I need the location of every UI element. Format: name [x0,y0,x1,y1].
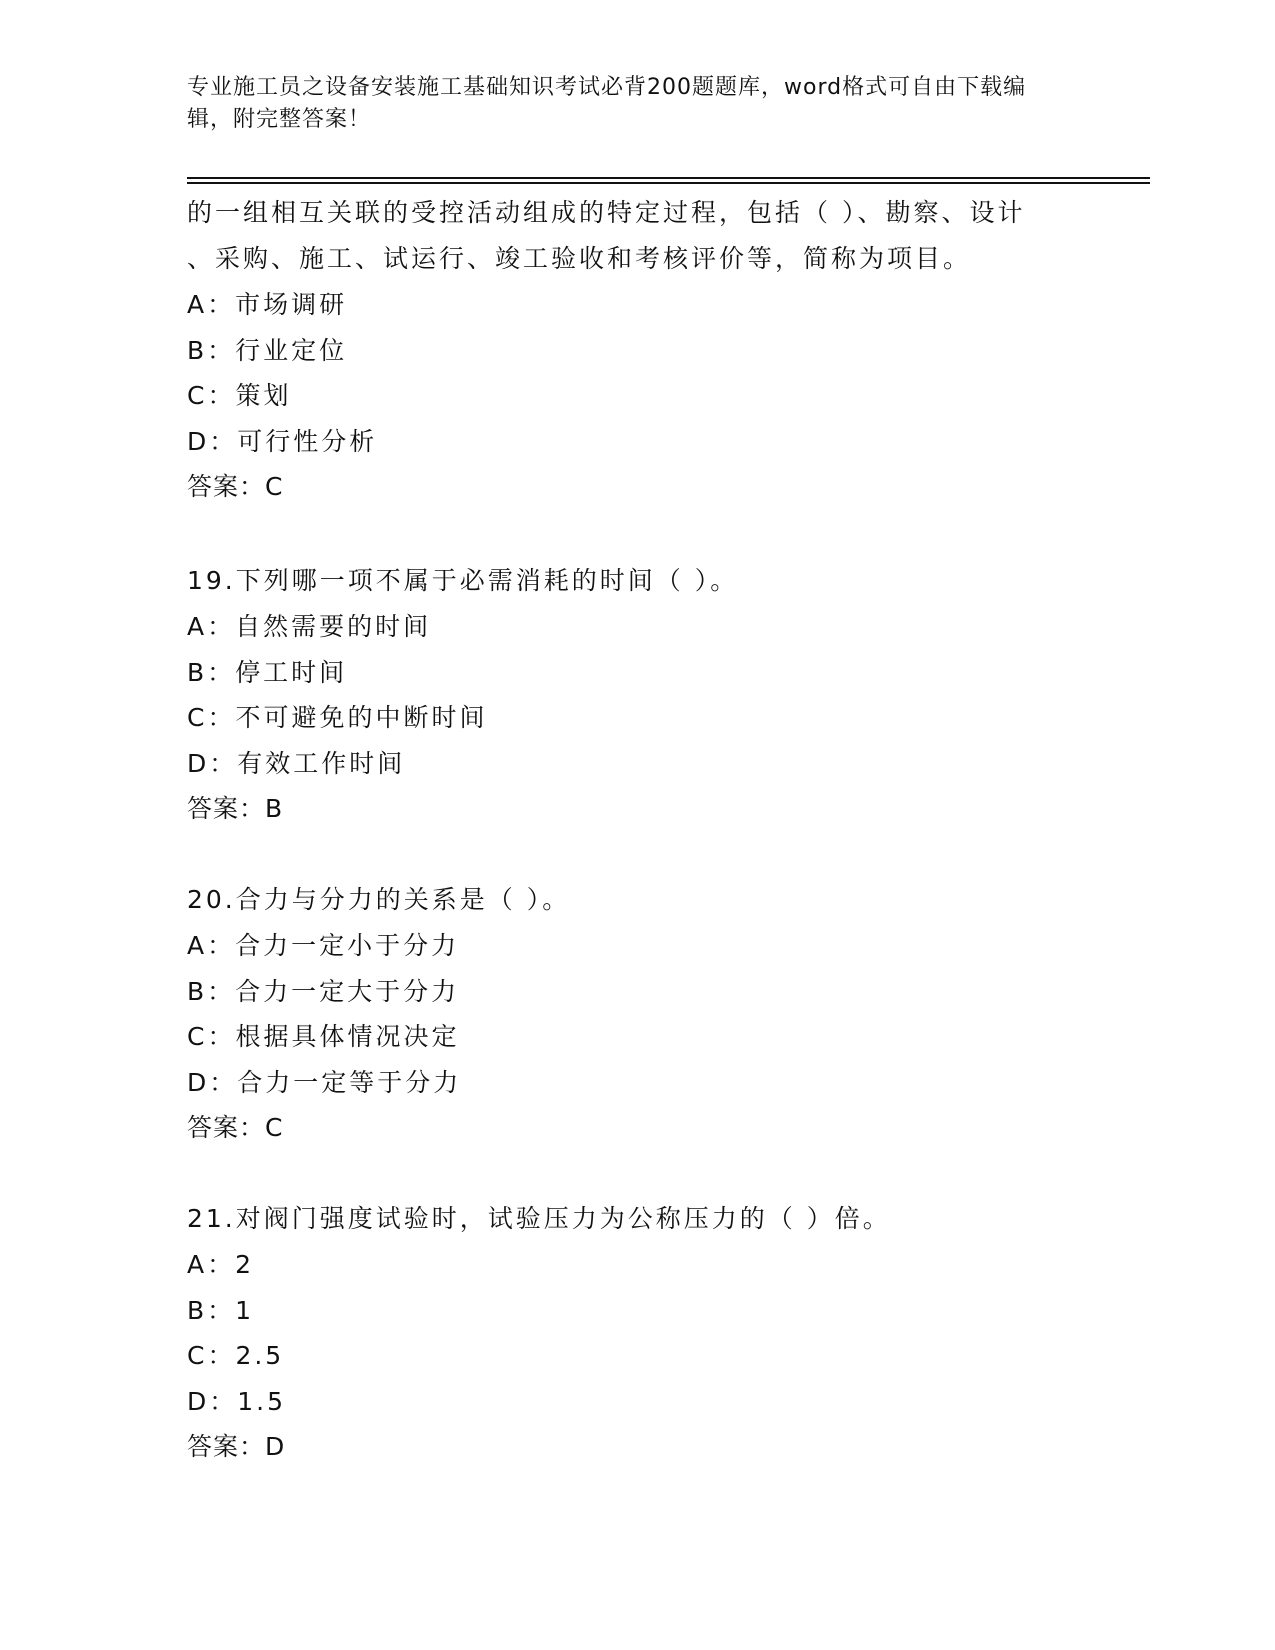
option-c: C：不可避免的中断时间 [187,703,488,732]
option-b: B：行业定位 [187,335,348,365]
option-c: C：根据具体情况决定 [187,1022,460,1051]
header-divider-top [187,177,1150,179]
option-b: B：1 [187,1295,255,1325]
option-a: A：市场调研 [187,290,348,319]
answer-line: 答案：D [187,1432,286,1461]
option-b: B：合力一定大于分力 [187,976,460,1006]
option-a: A：2 [187,1250,255,1279]
answer-line: 答案：C [187,472,284,501]
answer-line: 答案：B [187,794,284,823]
question-20 [187,877,1147,1151]
question-list [187,190,1147,1515]
document-header: 专业施工员之设备安装施工基础知识考试必背200题题库，word格式可自由下载编辑，附完整答案！ [187,75,1027,132]
question-18-continued [187,190,1147,510]
question-stem-line: 20.合力与分力的关系是（ ）。 [187,885,571,914]
question-stem-line: 21.对阀门强度试验时，试验压力为公称压力的（ ）倍。 [187,1204,891,1233]
question-stem-line: 、采购、施工、试运行、竣工验收和考核评价等，简称为项目。 [187,244,972,273]
option-d: D：可行性分析 [187,426,378,456]
option-d: D：1.5 [187,1386,287,1416]
question-19 [187,558,1147,832]
question-stem-line: 的一组相互关联的受控活动组成的特定过程，包括（ ）、勘察、设计 [187,198,1026,227]
option-c: C：策划 [187,381,292,410]
option-a: A：自然需要的时间 [187,612,432,641]
answer-line: 答案：C [187,1113,284,1142]
option-a: A：合力一定小于分力 [187,931,460,960]
option-c: C：2.5 [187,1341,285,1370]
option-d: D：合力一定等于分力 [187,1067,462,1097]
header-divider-bottom [187,182,1150,184]
question-stem-line: 19.下列哪一项不属于必需消耗的时间（ ）。 [187,566,739,595]
option-b: B：停工时间 [187,657,348,687]
question-21 [187,1196,1147,1470]
option-d: D：有效工作时间 [187,748,406,778]
